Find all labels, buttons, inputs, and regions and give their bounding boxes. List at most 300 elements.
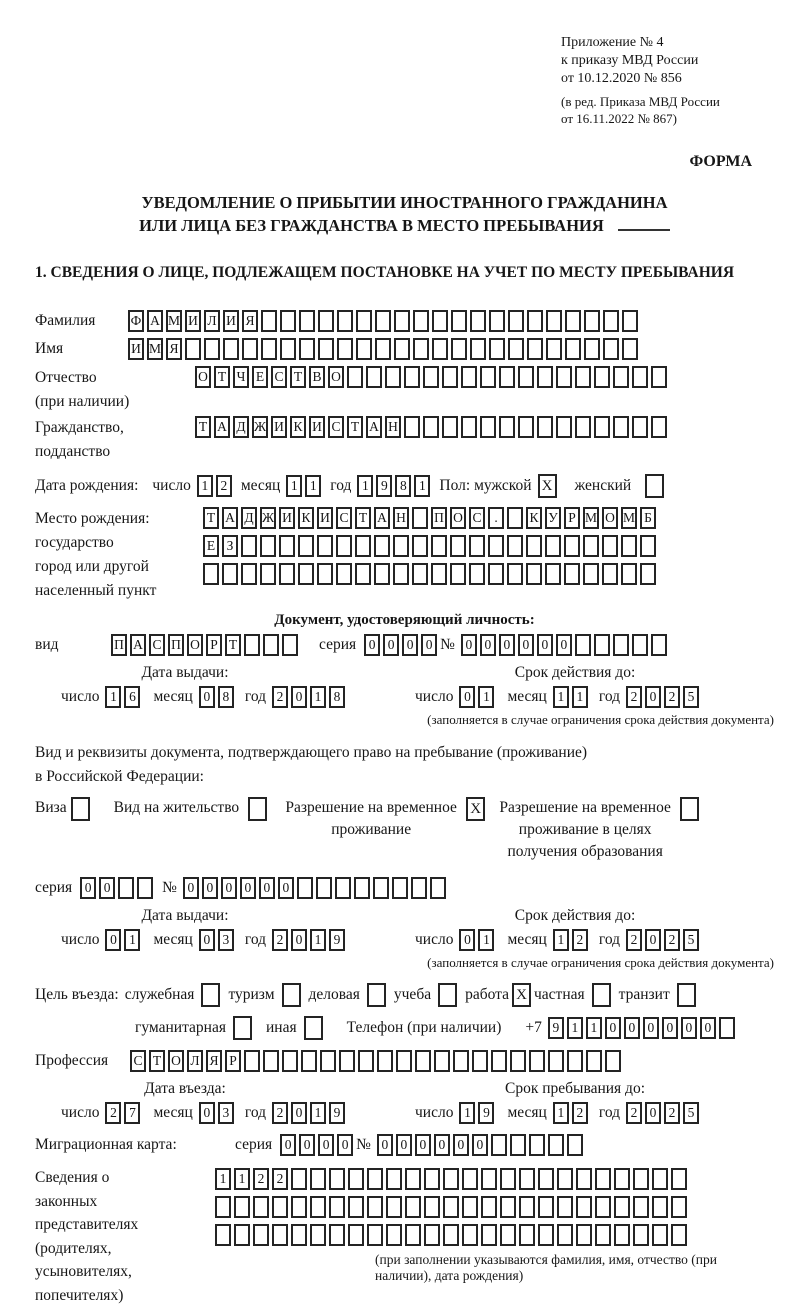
char-cell[interactable] [367,1224,383,1246]
char-cell[interactable] [438,983,457,1007]
char-cell[interactable]: 7 [124,1102,140,1124]
char-cell[interactable] [272,1224,288,1246]
char-cell[interactable] [280,338,296,360]
char-cell[interactable] [204,338,220,360]
char-cell[interactable] [412,507,428,529]
char-cell[interactable] [430,877,446,899]
char-cell[interactable] [450,563,466,585]
char-cell[interactable]: 0 [280,1134,296,1156]
char-cell[interactable] [469,535,485,557]
char-cell[interactable]: 0 [377,1134,393,1156]
char-cell[interactable]: П [111,634,127,656]
char-cell[interactable] [222,563,238,585]
char-cell[interactable]: 0 [662,1017,678,1039]
char-cell[interactable] [412,535,428,557]
char-cell[interactable]: 8 [329,686,345,708]
char-cell[interactable] [507,507,523,529]
char-cell[interactable]: Л [187,1050,203,1072]
char-cell[interactable] [413,310,429,332]
char-cell[interactable]: А [147,310,163,332]
char-cell[interactable] [241,535,257,557]
char-cell[interactable] [298,563,314,585]
char-cell[interactable] [320,1050,336,1072]
char-cell[interactable]: 8 [395,475,411,497]
char-cell[interactable]: X [538,474,557,498]
char-cell[interactable]: М [147,338,163,360]
char-cell[interactable] [603,338,619,360]
char-cell[interactable]: 9 [478,1102,494,1124]
char-cell[interactable] [526,563,542,585]
char-cell[interactable]: Д [233,416,249,438]
char-cell[interactable] [576,1168,592,1190]
char-cell[interactable] [424,1168,440,1190]
char-cell[interactable] [318,310,334,332]
char-cell[interactable] [291,1168,307,1190]
char-cell[interactable] [527,338,543,360]
char-cell[interactable] [614,1196,630,1218]
char-cell[interactable] [489,310,505,332]
char-cell[interactable]: 2 [664,686,680,708]
char-cell[interactable]: О [168,1050,184,1072]
char-cell[interactable] [337,338,353,360]
purpose-tourism-checkbox[interactable] [282,983,301,1007]
char-cell[interactable] [488,535,504,557]
char-cell[interactable]: Т [195,416,211,438]
char-cell[interactable] [317,535,333,557]
purpose-work-checkbox[interactable] [512,983,531,1007]
char-cell[interactable] [411,877,427,899]
char-cell[interactable] [348,1168,364,1190]
char-cell[interactable] [434,1050,450,1072]
char-cell[interactable]: Н [385,416,401,438]
char-cell[interactable] [567,1050,583,1072]
char-cell[interactable] [491,1050,507,1072]
char-cell[interactable] [671,1196,687,1218]
char-cell[interactable]: 2 [572,929,588,951]
char-cell[interactable] [548,1134,564,1156]
char-cell[interactable] [613,634,629,656]
char-cell[interactable]: 2 [272,929,288,951]
char-cell[interactable]: 0 [99,877,115,899]
char-cell[interactable] [538,1168,554,1190]
char-cell[interactable] [244,1050,260,1072]
char-cell[interactable] [375,310,391,332]
char-cell[interactable] [481,1168,497,1190]
char-cell[interactable] [584,310,600,332]
char-cell[interactable]: 0 [537,634,553,656]
char-cell[interactable]: 0 [202,877,218,899]
char-cell[interactable] [545,535,561,557]
edu-permit-checkbox[interactable] [680,797,699,821]
char-cell[interactable]: 0 [472,1134,488,1156]
char-cell[interactable] [432,310,448,332]
purpose-business-checkbox[interactable] [201,983,220,1007]
char-cell[interactable] [491,1134,507,1156]
char-cell[interactable] [595,1224,611,1246]
char-cell[interactable] [565,338,581,360]
char-cell[interactable]: 5 [683,929,699,951]
char-cell[interactable]: 1 [124,929,140,951]
char-cell[interactable] [594,366,610,388]
char-cell[interactable]: И [223,310,239,332]
char-cell[interactable] [118,877,134,899]
char-cell[interactable] [557,1196,573,1218]
char-cell[interactable]: 0 [278,877,294,899]
char-cell[interactable] [335,877,351,899]
char-cell[interactable]: 0 [105,929,121,951]
char-cell[interactable]: 2 [253,1168,269,1190]
char-cell[interactable] [304,1016,323,1040]
char-cell[interactable]: 1 [572,686,588,708]
char-cell[interactable] [583,535,599,557]
char-cell[interactable] [71,797,90,821]
char-cell[interactable]: Р [225,1050,241,1072]
char-cell[interactable] [575,366,591,388]
char-cell[interactable]: 5 [683,1102,699,1124]
char-cell[interactable]: Ф [128,310,144,332]
char-cell[interactable] [519,1224,535,1246]
char-cell[interactable]: 0 [459,686,475,708]
char-cell[interactable] [347,366,363,388]
char-cell[interactable] [632,634,648,656]
char-cell[interactable]: Н [393,507,409,529]
char-cell[interactable] [393,535,409,557]
char-cell[interactable] [603,310,619,332]
char-cell[interactable]: 0 [415,1134,431,1156]
char-cell[interactable] [310,1168,326,1190]
char-cell[interactable]: В [309,366,325,388]
char-cell[interactable] [405,1196,421,1218]
char-cell[interactable]: 2 [626,686,642,708]
char-cell[interactable]: 0 [645,686,661,708]
char-cell[interactable] [462,1196,478,1218]
char-cell[interactable]: Ж [252,416,268,438]
char-cell[interactable] [405,1224,421,1246]
char-cell[interactable] [348,1196,364,1218]
char-cell[interactable] [450,535,466,557]
char-cell[interactable] [260,535,276,557]
char-cell[interactable] [564,563,580,585]
char-cell[interactable] [354,877,370,899]
char-cell[interactable]: И [271,416,287,438]
char-cell[interactable] [299,338,315,360]
char-cell[interactable]: 9 [548,1017,564,1039]
char-cell[interactable] [443,1196,459,1218]
char-cell[interactable]: 2 [626,929,642,951]
purpose-transit-checkbox[interactable] [677,983,696,1007]
char-cell[interactable]: Т [290,366,306,388]
char-cell[interactable] [640,535,656,557]
char-cell[interactable]: 0 [199,1102,215,1124]
char-cell[interactable]: 8 [218,686,234,708]
char-cell[interactable] [546,310,562,332]
char-cell[interactable] [234,1224,250,1246]
char-cell[interactable] [576,1224,592,1246]
char-cell[interactable]: 0 [299,1134,315,1156]
char-cell[interactable] [386,1168,402,1190]
char-cell[interactable] [652,1196,668,1218]
char-cell[interactable]: X [466,797,485,821]
char-cell[interactable] [260,563,276,585]
char-cell[interactable] [394,310,410,332]
char-cell[interactable] [605,1050,621,1072]
char-cell[interactable] [614,1224,630,1246]
char-cell[interactable] [652,1224,668,1246]
char-cell[interactable]: 0 [556,634,572,656]
char-cell[interactable]: С [469,507,485,529]
char-cell[interactable] [586,1050,602,1072]
purpose-humanitarian-checkbox[interactable] [233,1016,252,1040]
char-cell[interactable]: Е [203,535,219,557]
char-cell[interactable]: 3 [218,929,234,951]
char-cell[interactable]: О [602,507,618,529]
char-cell[interactable] [318,338,334,360]
char-cell[interactable] [499,366,515,388]
char-cell[interactable] [594,416,610,438]
char-cell[interactable] [223,338,239,360]
char-cell[interactable]: 0 [645,929,661,951]
char-cell[interactable] [451,338,467,360]
char-cell[interactable] [488,563,504,585]
char-cell[interactable]: 1 [357,475,373,497]
char-cell[interactable] [310,1224,326,1246]
char-cell[interactable]: Е [252,366,268,388]
char-cell[interactable] [594,634,610,656]
char-cell[interactable]: С [271,366,287,388]
char-cell[interactable] [431,563,447,585]
char-cell[interactable] [282,1050,298,1072]
char-cell[interactable]: А [130,634,146,656]
char-cell[interactable] [519,1168,535,1190]
char-cell[interactable]: 1 [305,475,321,497]
char-cell[interactable] [412,563,428,585]
char-cell[interactable] [576,1196,592,1218]
char-cell[interactable]: 0 [421,634,437,656]
char-cell[interactable] [366,366,382,388]
char-cell[interactable]: Я [166,338,182,360]
char-cell[interactable]: 0 [221,877,237,899]
char-cell[interactable] [500,1224,516,1246]
sex-female-checkbox[interactable] [645,474,664,498]
char-cell[interactable]: П [168,634,184,656]
char-cell[interactable]: И [317,507,333,529]
char-cell[interactable] [640,563,656,585]
char-cell[interactable]: 1 [215,1168,231,1190]
char-cell[interactable] [537,366,553,388]
char-cell[interactable]: 1 [310,1102,326,1124]
char-cell[interactable]: 1 [586,1017,602,1039]
char-cell[interactable] [633,1196,649,1218]
char-cell[interactable] [261,310,277,332]
char-cell[interactable]: 3 [218,1102,234,1124]
char-cell[interactable]: А [374,507,390,529]
char-cell[interactable]: 0 [461,634,477,656]
char-cell[interactable] [248,797,267,821]
char-cell[interactable]: 1 [553,929,569,951]
char-cell[interactable] [462,1168,478,1190]
char-cell[interactable] [556,416,572,438]
char-cell[interactable]: 2 [272,1102,288,1124]
char-cell[interactable] [538,1224,554,1246]
char-cell[interactable] [241,563,257,585]
char-cell[interactable]: О [195,366,211,388]
char-cell[interactable] [489,338,505,360]
char-cell[interactable] [404,366,420,388]
purpose-commercial-checkbox[interactable] [367,983,386,1007]
char-cell[interactable] [337,310,353,332]
char-cell[interactable] [461,366,477,388]
char-cell[interactable]: О [187,634,203,656]
char-cell[interactable]: С [328,416,344,438]
char-cell[interactable]: 0 [700,1017,716,1039]
char-cell[interactable] [317,563,333,585]
char-cell[interactable]: 1 [478,686,494,708]
char-cell[interactable]: 2 [572,1102,588,1124]
char-cell[interactable] [564,535,580,557]
char-cell[interactable]: М [166,310,182,332]
char-cell[interactable] [201,983,220,1007]
char-cell[interactable]: 1 [459,1102,475,1124]
char-cell[interactable]: 1 [553,686,569,708]
char-cell[interactable]: 2 [272,686,288,708]
char-cell[interactable] [621,535,637,557]
char-cell[interactable]: Я [206,1050,222,1072]
char-cell[interactable] [424,1196,440,1218]
char-cell[interactable] [529,1050,545,1072]
char-cell[interactable]: 0 [199,929,215,951]
char-cell[interactable] [518,416,534,438]
char-cell[interactable]: 0 [434,1134,450,1156]
char-cell[interactable]: 0 [199,686,215,708]
purpose-private-checkbox[interactable] [592,983,611,1007]
char-cell[interactable] [348,1224,364,1246]
char-cell[interactable] [432,338,448,360]
char-cell[interactable]: 1 [478,929,494,951]
char-cell[interactable] [632,366,648,388]
char-cell[interactable] [263,1050,279,1072]
char-cell[interactable]: 1 [105,686,121,708]
char-cell[interactable]: К [526,507,542,529]
char-cell[interactable]: 1 [234,1168,250,1190]
char-cell[interactable]: П [431,507,447,529]
char-cell[interactable] [507,535,523,557]
char-cell[interactable]: Т [203,507,219,529]
char-cell[interactable]: 2 [626,1102,642,1124]
char-cell[interactable] [242,338,258,360]
char-cell[interactable] [622,338,638,360]
char-cell[interactable]: Д [241,507,257,529]
char-cell[interactable]: 1 [310,929,326,951]
char-cell[interactable]: И [185,310,201,332]
char-cell[interactable] [244,634,260,656]
char-cell[interactable] [510,1050,526,1072]
char-cell[interactable] [367,983,386,1007]
char-cell[interactable]: 0 [624,1017,640,1039]
char-cell[interactable] [500,1196,516,1218]
char-cell[interactable]: 0 [681,1017,697,1039]
char-cell[interactable]: 9 [329,929,345,951]
char-cell[interactable]: С [336,507,352,529]
char-cell[interactable] [545,563,561,585]
char-cell[interactable] [185,338,201,360]
char-cell[interactable]: 0 [605,1017,621,1039]
char-cell[interactable] [355,535,371,557]
char-cell[interactable] [470,310,486,332]
char-cell[interactable]: Ч [233,366,249,388]
char-cell[interactable] [356,338,372,360]
char-cell[interactable] [279,535,295,557]
char-cell[interactable] [367,1168,383,1190]
char-cell[interactable] [263,634,279,656]
char-cell[interactable] [651,416,667,438]
char-cell[interactable]: А [366,416,382,438]
char-cell[interactable]: 1 [414,475,430,497]
char-cell[interactable] [336,535,352,557]
char-cell[interactable] [481,1196,497,1218]
char-cell[interactable] [423,366,439,388]
char-cell[interactable]: 2 [105,1102,121,1124]
char-cell[interactable] [279,563,295,585]
char-cell[interactable] [442,416,458,438]
char-cell[interactable]: 0 [318,1134,334,1156]
char-cell[interactable] [510,1134,526,1156]
char-cell[interactable]: Т [214,366,230,388]
char-cell[interactable] [358,1050,374,1072]
char-cell[interactable] [453,1050,469,1072]
char-cell[interactable] [415,1050,431,1072]
char-cell[interactable]: 9 [329,1102,345,1124]
char-cell[interactable] [373,877,389,899]
char-cell[interactable] [443,1224,459,1246]
char-cell[interactable]: . [488,507,504,529]
char-cell[interactable] [462,1224,478,1246]
char-cell[interactable] [282,983,301,1007]
char-cell[interactable] [442,366,458,388]
char-cell[interactable]: И [128,338,144,360]
char-cell[interactable]: 2 [272,1168,288,1190]
char-cell[interactable] [677,983,696,1007]
char-cell[interactable] [355,563,371,585]
char-cell[interactable]: 0 [240,877,256,899]
char-cell[interactable] [472,1050,488,1072]
char-cell[interactable] [215,1224,231,1246]
char-cell[interactable] [518,366,534,388]
char-cell[interactable]: 1 [567,1017,583,1039]
char-cell[interactable] [527,310,543,332]
char-cell[interactable] [645,474,664,498]
char-cell[interactable]: 0 [337,1134,353,1156]
char-cell[interactable]: И [309,416,325,438]
char-cell[interactable] [272,1196,288,1218]
char-cell[interactable] [584,338,600,360]
visa-checkbox[interactable] [71,797,90,821]
char-cell[interactable]: Б [640,507,656,529]
char-cell[interactable] [595,1196,611,1218]
char-cell[interactable]: X [512,983,531,1007]
char-cell[interactable] [301,1050,317,1072]
char-cell[interactable] [233,1016,252,1040]
char-cell[interactable] [374,563,390,585]
char-cell[interactable] [500,1168,516,1190]
char-cell[interactable]: 2 [664,1102,680,1124]
char-cell[interactable] [469,563,485,585]
char-cell[interactable] [481,1224,497,1246]
char-cell[interactable]: 0 [459,929,475,951]
char-cell[interactable] [519,1196,535,1218]
char-cell[interactable] [431,535,447,557]
char-cell[interactable]: 0 [183,877,199,899]
char-cell[interactable]: Р [564,507,580,529]
